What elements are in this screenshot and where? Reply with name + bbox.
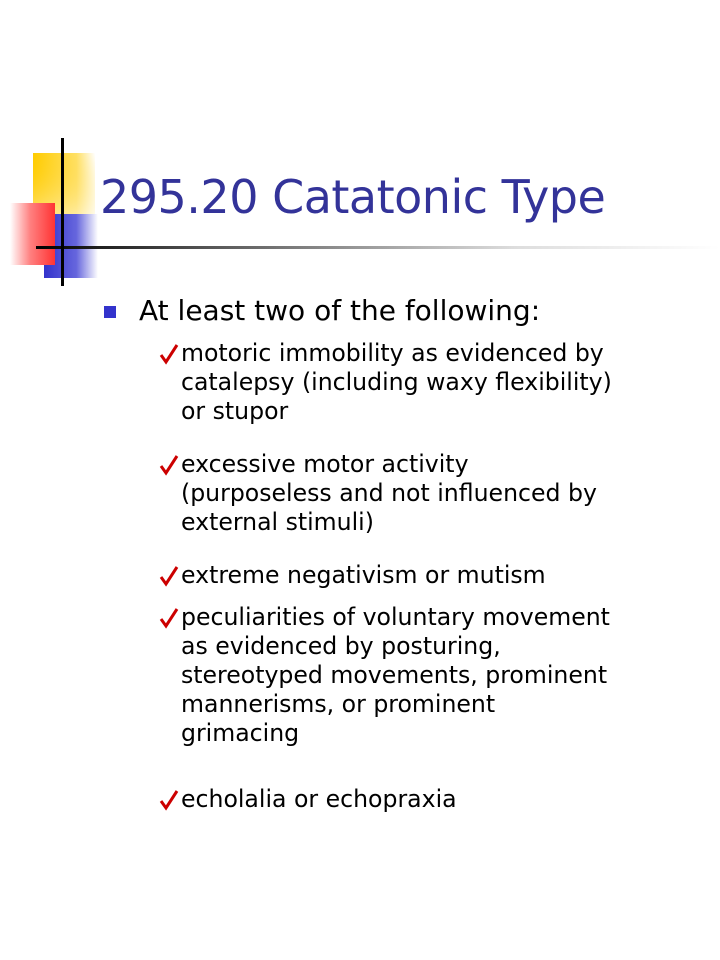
list-item-line: extreme negativism or mutism xyxy=(181,561,546,589)
slide-title: 295.20 Catatonic Type xyxy=(100,170,606,224)
list-item-line: or stupor xyxy=(181,397,289,425)
checkmark-icon xyxy=(158,787,180,813)
intro-text: At least two of the following: xyxy=(139,294,541,327)
checkmark-icon xyxy=(158,341,180,367)
square-bullet-icon xyxy=(104,306,116,318)
list-item-line: mannerisms, or prominent xyxy=(181,690,496,718)
deco-vertical-line xyxy=(61,138,64,286)
checkmark-icon xyxy=(158,605,180,631)
list-item-line: motoric immobility as evidenced by xyxy=(181,339,604,367)
deco-red-square xyxy=(10,203,55,265)
list-item-line: as evidenced by posturing, xyxy=(181,632,501,660)
checkmark-icon xyxy=(158,563,180,589)
checkmark-icon xyxy=(158,452,180,478)
list-item-line: excessive motor activity xyxy=(181,450,469,478)
list-item-line: catalepsy (including waxy flexibility) xyxy=(181,368,612,396)
list-item-line: external stimuli) xyxy=(181,508,374,536)
list-item-line: grimacing xyxy=(181,719,300,747)
list-item-line: (purposeless and not influenced by xyxy=(181,479,597,507)
list-item-line: peculiarities of voluntary movement xyxy=(181,603,610,631)
list-item-line: stereotyped movements, prominent xyxy=(181,661,608,689)
deco-horizontal-line xyxy=(36,246,720,249)
list-item-line: echolalia or echopraxia xyxy=(181,785,457,813)
corner-decoration xyxy=(0,0,720,320)
